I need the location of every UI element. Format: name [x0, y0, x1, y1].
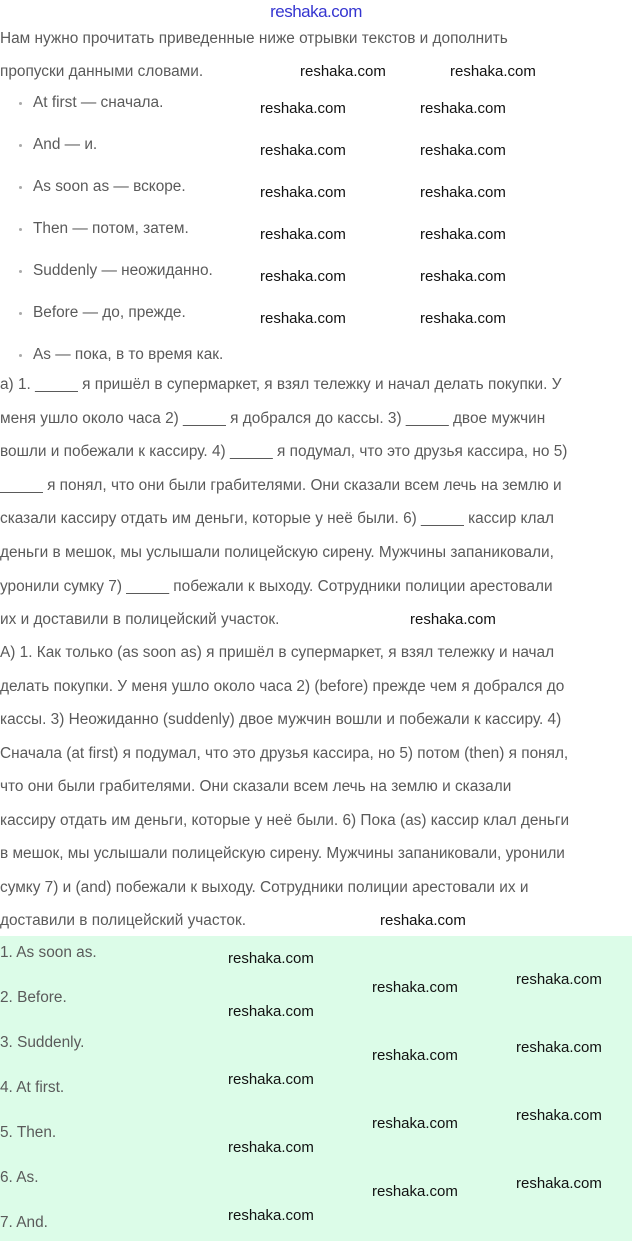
- text-line: А) 1. Как только (as soon as) я пришёл в супермаркет, я взял тележку и начал: [0, 644, 555, 661]
- list-item: Then — потом, затем.: [33, 220, 189, 237]
- text-line: кассиру отдать им деньги, которые у неё были. 6) Пока (as) кассир клал деньги: [0, 811, 570, 829]
- list-item: Before — до, прежде.: [33, 304, 186, 321]
- text-line: меня ушло около часа 2) _____ я добрался до кассы. 3) _____ двое мужчин: [0, 409, 546, 427]
- watermark: reshaka.com: [420, 184, 506, 201]
- text-line: _____ я понял, что они были грабителями. Они сказали всем лечь на землю и: [0, 476, 562, 494]
- watermark: reshaka.com: [260, 100, 346, 117]
- watermark: reshaka.com: [228, 950, 314, 967]
- text-line: доставили в полицейский участок.: [0, 912, 246, 929]
- task-paragraph: [0, 376, 632, 645]
- watermark: reshaka.com: [450, 63, 536, 80]
- answer-paragraph: [0, 644, 632, 946]
- answer-item: 3. Suddenly.: [0, 1034, 85, 1051]
- answers-list: [0, 944, 632, 1259]
- watermark: reshaka.com: [260, 268, 346, 285]
- text-line: Нам нужно прочитать приведенные ниже отрывки текстов и дополнить: [0, 30, 508, 47]
- text-line: сумку 7) и (and) побежали к выходу. Сотрудники полиции арестовали их и: [0, 878, 529, 896]
- list-item: At first — сначала.: [33, 94, 164, 111]
- watermark: reshaka.com: [420, 268, 506, 285]
- watermark: reshaka.com: [260, 184, 346, 201]
- answer-item: 5. Then.: [0, 1124, 57, 1141]
- answer-item: 4. At first.: [0, 1079, 65, 1096]
- text-line: кассы. 3) Неожиданно (suddenly) двое мужчин вошли и побежали к кассиру. 4): [0, 711, 562, 728]
- text-line: пропуски данными словами.: [0, 63, 204, 80]
- watermark: reshaka.com: [516, 1107, 602, 1124]
- text-line: деньги в мешок, мы услышали полицейскую сирену. Мужчины запаниковали,: [0, 543, 554, 561]
- text-line: вошли и побежали к кассиру. 4) _____ я подумал, что это друзья кассира, но 5): [0, 443, 568, 461]
- list-item: And — и.: [33, 136, 98, 153]
- watermark: reshaka.com: [228, 1139, 314, 1156]
- watermark: reshaka.com: [260, 226, 346, 243]
- watermark: reshaka.com: [260, 142, 346, 159]
- watermark: reshaka.com: [372, 979, 458, 996]
- text-line: а) 1. _____ я пришёл в супермаркет, я взял тележку и начал делать покупки. У: [0, 376, 562, 393]
- watermark: reshaka.com: [516, 1039, 602, 1056]
- watermark: reshaka.com: [228, 1071, 314, 1088]
- watermark: reshaka.com: [420, 100, 506, 117]
- list-item: As soon as — вскоре.: [33, 178, 186, 195]
- watermark: reshaka.com: [300, 63, 386, 80]
- text-line: в мешок, мы услышали полицейскую сирену. Мужчины запаниковали, уронили: [0, 845, 565, 862]
- answer-item: 7. And.: [0, 1214, 48, 1231]
- watermark: reshaka.com: [372, 1115, 458, 1132]
- text-line: что они были грабителями. Они сказали всем лечь на землю и сказали: [0, 778, 512, 795]
- watermark: reshaka.com: [260, 310, 346, 327]
- text-line: уронили сумку 7) _____ побежали к выходу. Сотрудники полиции арестовали: [0, 577, 553, 595]
- watermark: reshaka.com: [228, 1207, 314, 1224]
- watermark: reshaka.com: [372, 1047, 458, 1064]
- watermark: reshaka.com: [410, 611, 496, 628]
- watermark: reshaka.com: [372, 1183, 458, 1200]
- text-line: их и доставили в полицейский участок.: [0, 611, 280, 629]
- text-line: Сначала (at first) я подумал, что это друзья кассира, но 5) потом (then) я понял,: [0, 744, 569, 762]
- list-item: Suddenly — неожиданно.: [33, 262, 213, 279]
- watermark: reshaka.com: [420, 142, 506, 159]
- watermark: reshaka.com: [516, 1175, 602, 1192]
- site-title[interactable]: reshaka.com: [270, 2, 362, 21]
- answer-item: 2. Before.: [0, 989, 67, 1006]
- list-item: As — пока, в то время как.: [33, 346, 224, 363]
- watermark: reshaka.com: [516, 971, 602, 988]
- watermark: reshaka.com: [420, 226, 506, 243]
- text-line: сказали кассиру отдать им деньги, которые у неё были. 6) _____ кассир клал: [0, 510, 554, 528]
- answer-item: 1. As soon as.: [0, 944, 97, 961]
- text-line: делать покупки. У меня ушло около часа 2) (before) прежде чем я добрался до: [0, 677, 565, 695]
- watermark: reshaka.com: [228, 1003, 314, 1020]
- watermark: reshaka.com: [380, 912, 466, 929]
- watermark: reshaka.com: [420, 310, 506, 327]
- answer-item: 6. As.: [0, 1169, 39, 1186]
